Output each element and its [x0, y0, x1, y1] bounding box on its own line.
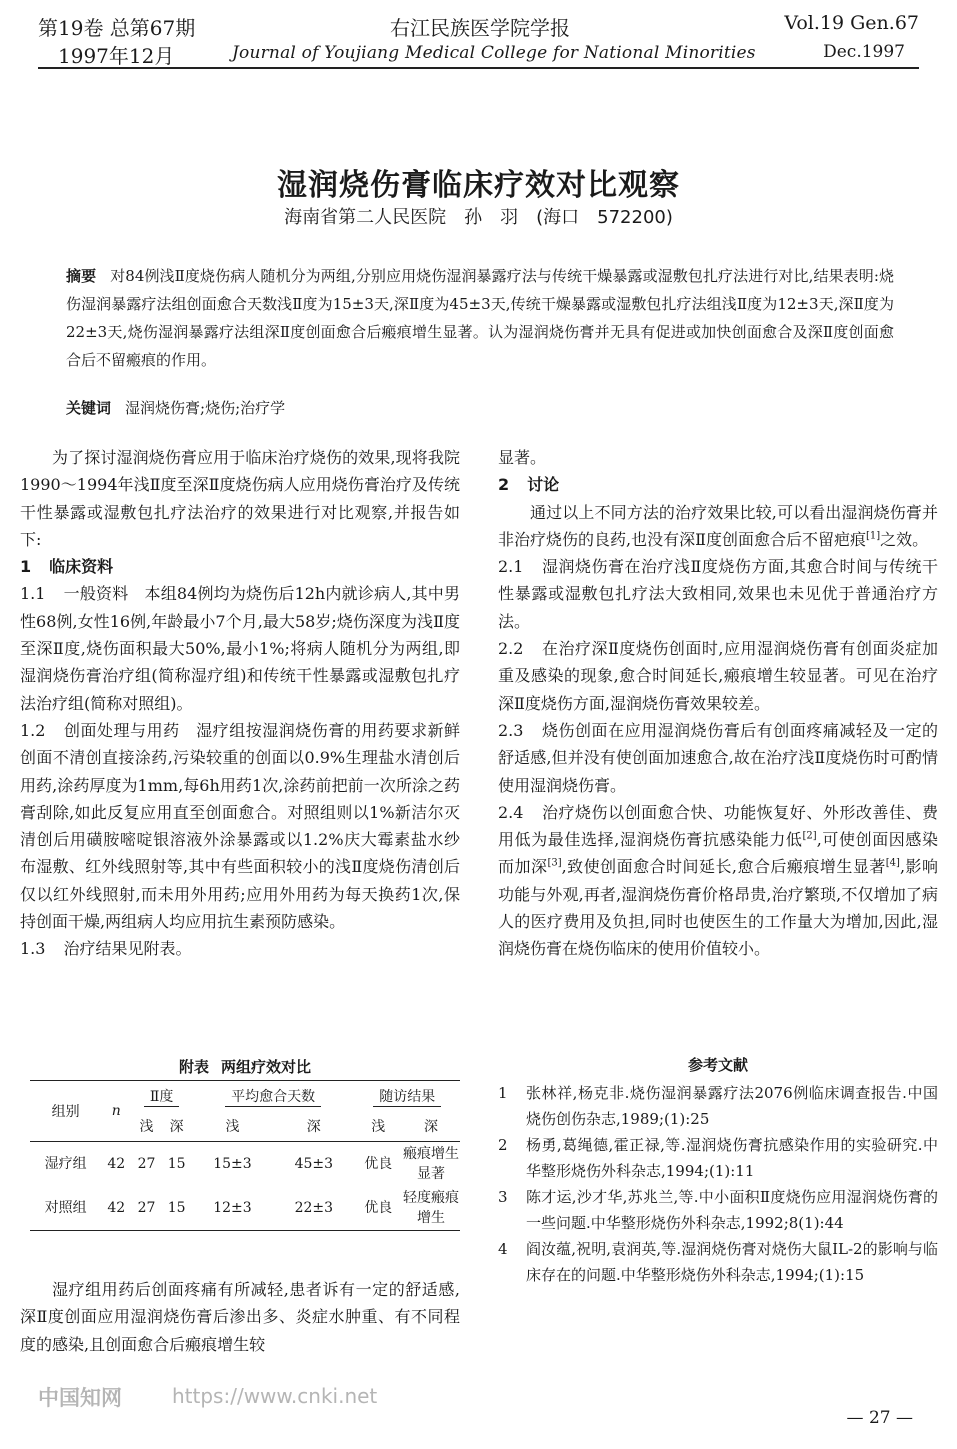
reference-item: 3 陈才运,沙才华,苏兆兰,等.中小面积Ⅱ度烧伤应用湿润烧伤膏的一些问题.中华整形烧伤外科杂志,1992;8(1):44: [498, 1188, 938, 1232]
volume-issue-cn: 第19卷 总第67期: [38, 16, 196, 40]
th-follow-deep: 深: [424, 1119, 438, 1135]
section-2-4: 2.4 治疗烧伤以创面愈合快、功能恢复好、外形改善佳、费用低为最佳选择,湿润烧伤膏抗感染能力低[2],可使创面因感染而加深[3],致使创面愈合时间延长,愈合后瘢痕增生显著[4],影响功能与外观,再者,湿润烧伤膏价格昂贵,治疗繁琐,不仅增加了病人的医疗费用及负担,同时也使医生的工作量大为增加,因此,湿润烧伤膏在烧伤临床的使用价值较小。: [498, 802, 939, 959]
continued-text: 显著。: [498, 448, 547, 467]
table-row: 对照组 42 27 15 12±3 22±3 优良 轻度瘢痕增生: [30, 1186, 460, 1231]
th-follow: 随访结果: [354, 1081, 460, 1112]
table-caption: 附表 两组疗效对比: [178, 1058, 312, 1076]
date-cn: 1997年12月: [58, 44, 175, 68]
table-row: 湿疗组 42 27 15 15±3 45±3 优良 瘢痕增生显著: [30, 1142, 460, 1187]
abstract-label: 摘要: [66, 267, 97, 285]
section-1-1: 1.1 一般资料 本组84例均为烧伤后12h内就诊病人,其中男性68例,女性16例,年龄最小7个月,最大58岁;烧伤深度为浅Ⅱ度至深Ⅱ度,烧伤面积最大50%,最小1%;将病人随机分为两组,即湿润烧伤膏治疗组(简称湿疗组)和传统干性暴露或湿敷包扎疗法治疗组(简称对照组)。: [20, 584, 460, 713]
section-1-2: 1.2 创面处理与用药 湿疗组按湿润烧伤膏的用药要求新鲜创面不清创直接涂药,污染较重的创面以0.9%生理盐水清创后用药,涂药厚度为1mm,每6h用药1次,涂药前把前一次所涂之药膏刮除,如此反复应用直至创面愈合。对照组则以1%新洁尔灭清创后用磺胺嘧啶银溶液外涂暴露或以1.2%庆大霉素盐水纱布湿敷、红外线照射等,其中有些面积较小的浅Ⅱ度烧伤清创后仅以红外线照射,而未用外用药;应用外用药为每天换药1次,保持创面干燥,两组病人均应用抗生素预防感染。: [20, 720, 460, 932]
article-title: 湿润烧伤膏临床疗效对比观察: [277, 168, 680, 203]
keywords-label: 关键词: [66, 399, 112, 417]
th-group: 组别: [30, 1081, 101, 1142]
reference-item: 4 阎汝蕴,祝明,袁润英,等.湿润烧伤膏对烧伤大鼠IL-2的影响与临床存在的问题.中华整形烧伤外科杂志,1994;(1):15: [498, 1240, 938, 1284]
journal-name-cn: 右江民族医学院学报: [390, 16, 570, 40]
section-2-intro: 通过以上不同方法的治疗效果比较,可以看出湿润烧伤膏并非治疗烧伤的良药,也没有深Ⅱ度创面愈合后不留疤痕[1]之效。: [498, 502, 938, 549]
volume-issue-en: Vol.19 Gen.67: [784, 12, 919, 34]
th-follow-shallow: 浅: [371, 1119, 386, 1135]
section-2-3: 2.3 烧伤创面在应用湿润烧伤膏后有创面疼痛减轻及一定的舒适感,但并没有使创面加速愈合,故在治疗浅Ⅱ度烧伤时可酌情使用湿润烧伤膏。: [498, 720, 938, 795]
date-en: Dec.1997: [823, 42, 905, 62]
section-2-heading: 2 讨论: [498, 475, 560, 495]
reference-item: 2 杨勇,葛绳德,霍正禄,等.湿润烧伤膏抗感染作用的实验研究.中华整形烧伤外科杂志,1994;(1):11: [498, 1136, 938, 1180]
cnki-watermark-logo: 中国知网: [38, 1386, 122, 1410]
th-degree-deep: 深: [169, 1119, 184, 1135]
author-affiliation: 海南省第二人民医院 孙 羽 (海口 572200): [284, 207, 673, 228]
page-header: [0, 0, 957, 70]
section-2-2: 2.2 在治疗深Ⅱ度烧伤创面时,应用湿润烧伤膏有创面炎症加重及感染的现象,愈合时间延长,瘢痕增生较显著。可见在治疗深Ⅱ度烧伤方面,湿润烧伤膏效果较差。: [498, 639, 938, 713]
left-column: [20, 444, 460, 963]
references-list: [498, 1080, 938, 1288]
section-2-1: 2.1 湿润烧伤膏在治疗浅Ⅱ度烧伤方面,其愈合时间与传统干性暴露或湿敷包扎疗法大致相同,效果也未见优于普通治疗方法。: [498, 557, 938, 631]
th-n: n: [101, 1081, 131, 1142]
cnki-watermark-url: https://www.cnki.net: [172, 1384, 378, 1408]
keywords: [66, 394, 894, 422]
th-degree: Ⅱ度: [131, 1081, 191, 1112]
journal-name-en: Journal of Youjiang Medical College for National Minorities: [232, 43, 756, 63]
post-table-paragraph: 湿疗组用药后创面疼痛有所减轻,患者诉有一定的舒适感,深Ⅱ度创面应用湿润烧伤膏后渗出多、炎症水肿重、有不同程度的感染,且创面愈合后瘢痕增生较: [20, 1280, 460, 1354]
references-title: 参考文献: [687, 1056, 748, 1074]
right-column: [498, 444, 938, 963]
intro-paragraph: 为了探讨湿润烧伤膏应用于临床治疗烧伤的效果,现将我院1990～1994年浅Ⅱ度至深Ⅱ度烧伤病人应用烧伤膏治疗及传统干性暴露或湿敷包扎疗法治疗的效果进行对比观察,并报告如下:: [20, 448, 460, 549]
section-1-3: 1.3 治疗结果见附表。: [20, 939, 192, 959]
section-1-heading: 1 临床资料: [20, 557, 114, 577]
th-degree-shallow: 浅: [139, 1119, 154, 1135]
reference-item: 1 张林祥,杨克非.烧伤湿润暴露疗法2076例临床调查报告.中国烧伤创伤杂志,1989;(1):25: [498, 1084, 938, 1128]
abstract: [66, 262, 894, 374]
keywords-text: 湿润烧伤膏;烧伤;治疗学: [125, 399, 286, 417]
th-days-shallow: 浅: [225, 1119, 240, 1135]
header-rule: [38, 67, 919, 69]
results-table: [30, 1054, 460, 1231]
page-number: — 27 —: [846, 1408, 913, 1428]
abstract-text: 对84例浅Ⅱ度烧伤病人随机分为两组,分别应用烧伤湿润暴露疗法与传统干燥暴露或湿敷包扎疗法进行对比,结果表明:烧伤湿润暴露疗法组创面愈合天数浅Ⅱ度为15±3天,深Ⅱ度为45±3天,传统干燥暴露或湿敷包扎疗法组浅Ⅱ度为12±3天,深Ⅱ度为22±3天,烧伤湿润暴露疗法组深Ⅱ度创面愈合后瘢痕增生显著。认为湿润烧伤膏并无具有促进或加快创面愈合及深Ⅱ度创面愈合后不留瘢痕的作用。: [66, 267, 894, 369]
th-days: 平均愈合天数: [192, 1081, 355, 1112]
th-days-deep: 深: [306, 1119, 321, 1135]
